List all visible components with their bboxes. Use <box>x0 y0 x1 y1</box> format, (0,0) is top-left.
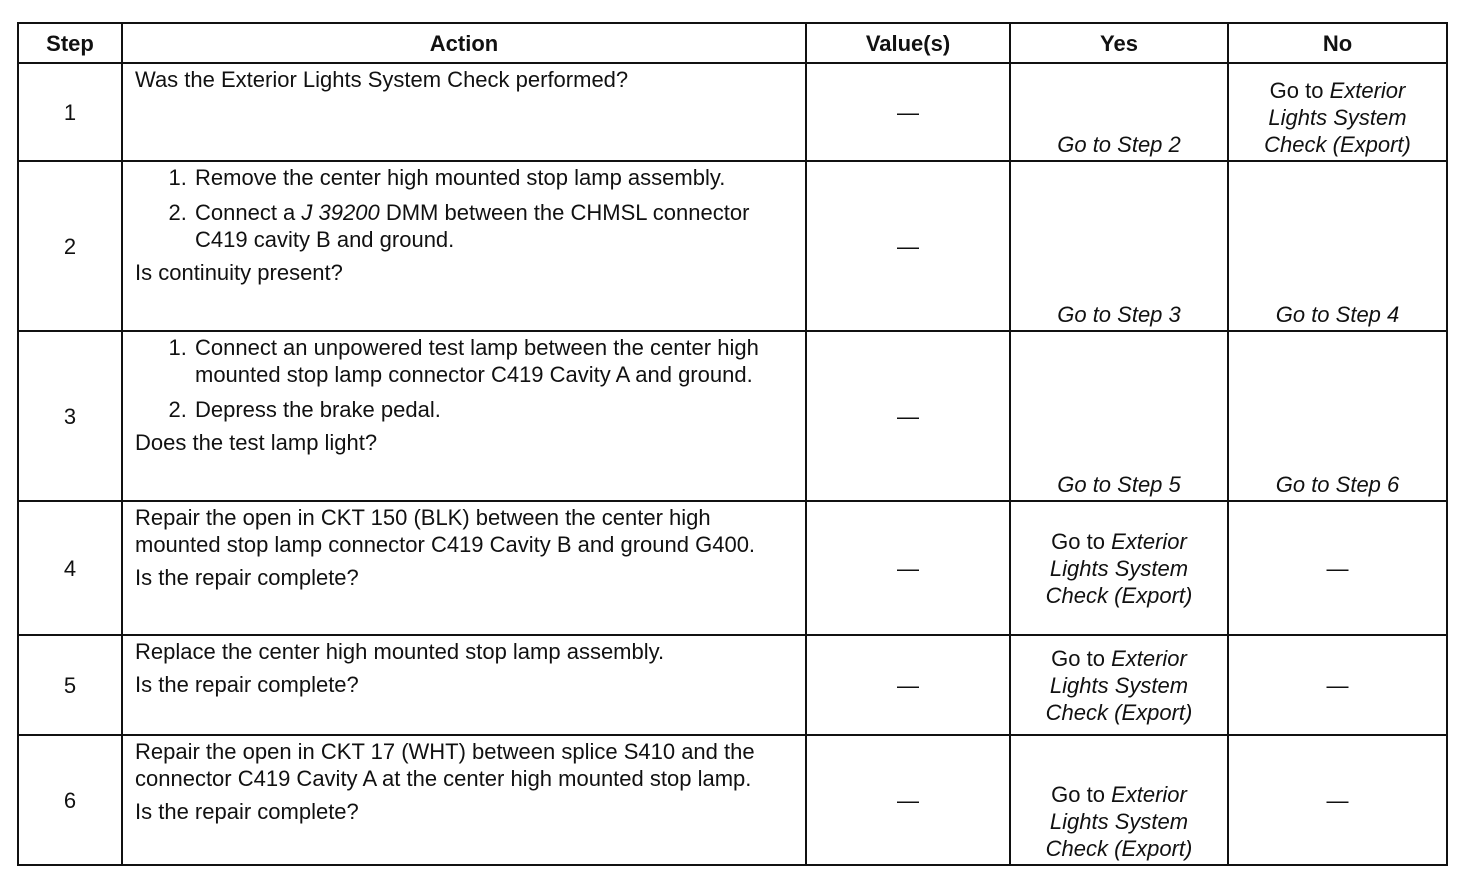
action-cell <box>122 635 806 735</box>
step-number: 4 <box>18 501 122 635</box>
yes-link: Exterior Lights System Check (Export) <box>1045 645 1193 725</box>
no-cell: Go to Step 4 <box>1228 161 1447 331</box>
yes-prefix: Go to <box>1051 782 1105 807</box>
tool-number: J 39200 <box>301 200 380 225</box>
action-question: Is the repair complete? <box>135 672 359 697</box>
action-steps <box>135 334 793 423</box>
no-cell <box>1228 63 1447 161</box>
action-cell <box>122 63 806 161</box>
no-cell: — <box>1228 501 1447 635</box>
value-cell: — <box>806 735 1010 865</box>
action-item: 1. Remove the center high mounted stop lamp assembly. <box>193 164 793 191</box>
action-item <box>193 199 793 253</box>
action-item: 2. Depress the brake pedal. <box>193 396 793 423</box>
step-number: 5 <box>18 635 122 735</box>
action-cell <box>122 501 806 635</box>
action-item-text: Connect a <box>195 200 296 225</box>
yes-prefix: Go to <box>1051 645 1105 671</box>
action-question: Does the test lamp light? <box>135 430 378 455</box>
value-cell: — <box>806 331 1010 501</box>
action-question: Is the repair complete? <box>135 799 359 824</box>
step-number: 6 <box>18 735 122 865</box>
table-row <box>18 161 1447 331</box>
yes-link: Exterior Lights System Check (Export) <box>1045 528 1193 608</box>
action-item-text: DMM between the CHMSL connector C419 cavity B and ground. <box>195 200 750 252</box>
table-row <box>18 735 1447 865</box>
no-link: Exterior Lights System Check (Export) <box>1264 78 1411 157</box>
yes-cell <box>1010 635 1228 735</box>
action-steps <box>135 164 793 253</box>
no-cell: — <box>1228 735 1447 865</box>
action-item: 1. Connect an unpowered test lamp between the center high mounted stop lamp connector C419 Cavity A and ground. <box>193 334 793 388</box>
step-number: 2 <box>18 161 122 331</box>
value-cell: — <box>806 501 1010 635</box>
yes-cell <box>1010 501 1228 635</box>
action-cell <box>122 735 806 865</box>
step-number: 1 <box>18 63 122 161</box>
no-cell: — <box>1228 635 1447 735</box>
action-text: Replace the center high mounted stop lamp assembly. <box>135 639 665 664</box>
table-row <box>18 501 1447 635</box>
header-yes: Yes <box>1010 23 1228 63</box>
action-cell <box>122 161 806 331</box>
value-cell: — <box>806 161 1010 331</box>
table-row <box>18 331 1447 501</box>
header-action: Action <box>122 23 806 63</box>
step-number: 3 <box>18 331 122 501</box>
yes-cell <box>1010 735 1228 865</box>
no-prefix: Go to <box>1269 78 1324 103</box>
header-row <box>18 23 1447 63</box>
header-step: Step <box>18 23 122 63</box>
action-question: Is continuity present? <box>135 260 343 285</box>
action-question: Is the repair complete? <box>135 565 359 590</box>
value-cell: — <box>806 63 1010 161</box>
action-text: Repair the open in CKT 150 (BLK) between the center high mounted stop lamp connector C419 Cavity B and ground G400. <box>135 505 756 557</box>
value-cell: — <box>806 635 1010 735</box>
yes-cell: Go to Step 2 <box>1010 63 1228 161</box>
header-values: Value(s) <box>806 23 1010 63</box>
table-row <box>18 635 1447 735</box>
yes-prefix: Go to <box>1051 528 1105 554</box>
header-no: No <box>1228 23 1447 63</box>
table-row <box>18 63 1447 161</box>
action-question: Was the Exterior Lights System Check performed? <box>135 67 629 92</box>
diagnostic-table <box>17 22 1448 866</box>
yes-cell: Go to Step 3 <box>1010 161 1228 331</box>
yes-cell: Go to Step 5 <box>1010 331 1228 501</box>
yes-link: Exterior Lights System Check (Export) <box>1045 782 1193 861</box>
no-cell: Go to Step 6 <box>1228 331 1447 501</box>
action-text: Repair the open in CKT 17 (WHT) between splice S410 and the connector C419 Cavity A at the center high mounted stop lamp. <box>135 739 755 791</box>
action-cell <box>122 331 806 501</box>
